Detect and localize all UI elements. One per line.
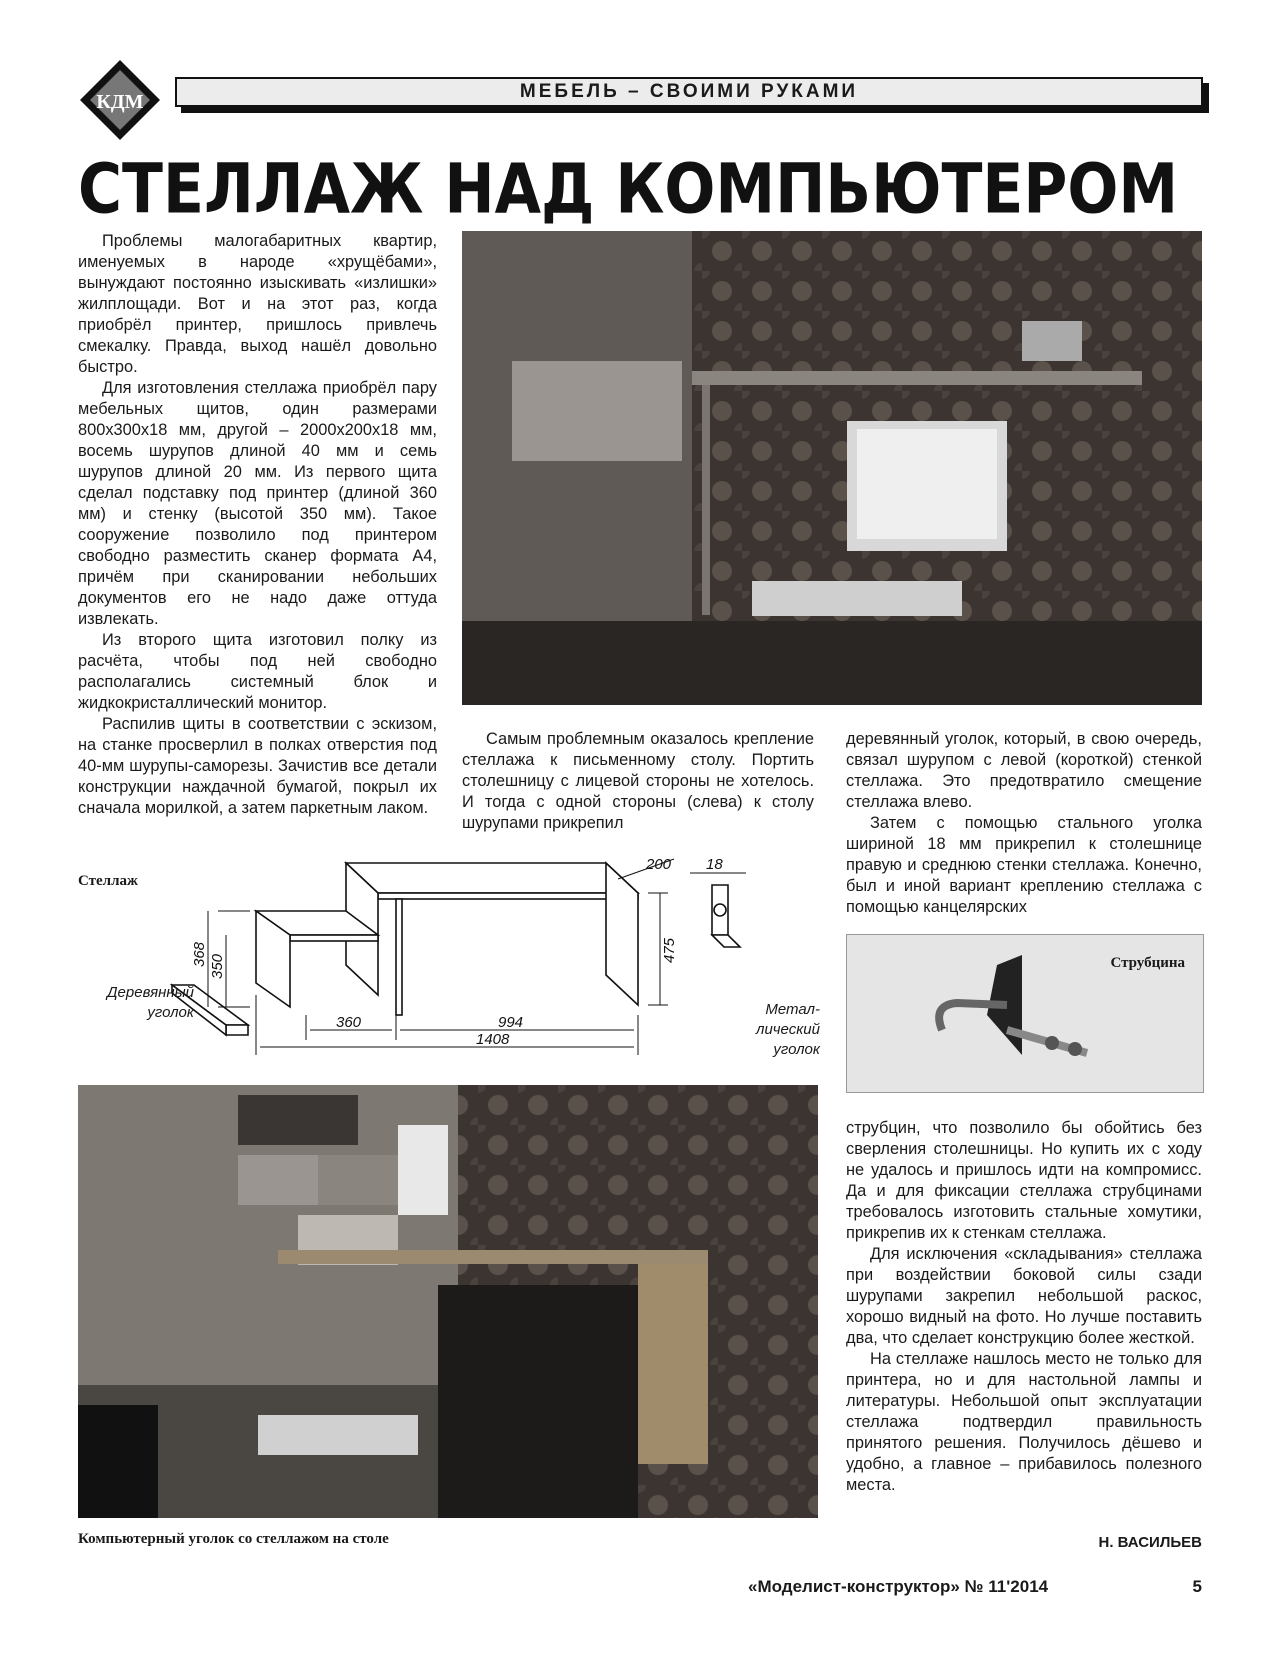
clamp-label: Струбцина bbox=[1110, 955, 1185, 971]
photo-shelf-top bbox=[462, 231, 1202, 705]
label-wooden-corner: Деревянный уголок bbox=[107, 984, 194, 1021]
paragraph: Затем с помощью стального уголка шириной 18 мм прикрепил к столешнице правую и среднюю стенки стеллажа. Конечно, был и иной вариант креплению стеллажа с помощью канцелярских bbox=[846, 814, 1202, 916]
dim-360: 360 bbox=[336, 1014, 362, 1031]
logo-text: КДМ bbox=[96, 91, 144, 113]
drawing-caption: Стеллаж bbox=[78, 873, 138, 889]
dim-475: 475 bbox=[661, 937, 678, 963]
paragraph: Самым проблемным оказалось крепление стеллажа к письменному столу. Портить столешницу с лицевой стороны не хотелось. И тогда с одной стороны (слева) к столу шурупами прикрепил bbox=[462, 730, 814, 832]
paragraph: На стеллаже нашлось место не только для принтера, но и для настольной лампы и литературы. Небольшой опыт эксплуатации стеллажа подтвердил правильность принятого решения. Получилось дёшево и удобно, а главное – прибавилось полезного места. bbox=[846, 1350, 1202, 1494]
label-metal-corner: Метал- лический уголок bbox=[755, 1001, 820, 1058]
shelf-drawing bbox=[78, 855, 838, 1075]
dim-350: 350 bbox=[209, 953, 226, 979]
rubric-bar bbox=[175, 77, 1203, 107]
photo-caption: Компьютерный уголок со стеллажом на столе bbox=[78, 1531, 389, 1547]
dim-200: 200 bbox=[646, 856, 672, 873]
photo-computer-corner bbox=[78, 1085, 818, 1518]
text-column-3b bbox=[846, 1118, 1202, 1496]
dim-1408: 1408 bbox=[476, 1031, 510, 1048]
footer-magazine: «Моделист-конструктор» № 11'2014 bbox=[748, 1577, 1049, 1596]
author: Н. ВАСИЛЬЕВ bbox=[1098, 1534, 1202, 1551]
paragraph: Для изготовления стеллажа приобрёл пару мебельных щитов, один размерами 800х300х18 мм, другой – 2000х200х18 мм, восемь шурупов длиной 40 мм и семь шурупов длиной 20 мм. Из первого щита сделал подставку под принтер (длиной 360 мм) и стенку (высотой 350 мм). Такое сооружение позволило под принтером свободно разместить сканер формата А4, причём при сканировании небольших документов его не надо даже оттуда извлекать. bbox=[78, 379, 437, 628]
paragraph: Из второго щита изготовил полку из расчёта, чтобы под ней свободно располагались системный блок и жидкокристаллический монитор. bbox=[78, 631, 437, 712]
rubric-title: МЕБЕЛЬ – СВОИМИ РУКАМИ bbox=[519, 81, 859, 102]
dim-368: 368 bbox=[191, 941, 208, 967]
text-column-2 bbox=[462, 729, 814, 834]
paragraph: Распилив щиты в соответствии с эскизом, на станке просверлил в полках отверстия под 40-мм шурупы-саморезы. Зачистив все детали конструкции наждачной бумагой, покрыл их сначала морилкой, а затем паркетным лаком. bbox=[78, 715, 437, 817]
photo-clamp bbox=[846, 934, 1204, 1093]
text-column-3a bbox=[846, 729, 1202, 918]
page-number: 5 bbox=[1192, 1577, 1202, 1596]
article-title: СТЕЛЛАЖ НАД КОМПЬЮТЕРОМ bbox=[78, 149, 1179, 230]
text-column-1 bbox=[78, 231, 437, 819]
paragraph: Для исключения «складывания» стеллажа при воздействии боковой силы сзади шурупами закрепил небольшой раскос, хорошо видный на фото. Но лучше поставить два, что сделает конструкцию более жесткой. bbox=[846, 1245, 1202, 1347]
paragraph: струбцин, что позволило бы обойтись без сверления столешницы. Но купить их с ходу не удалось и пришлось идти на компромисс. Да и для фиксации стеллажа струбцинами требовалось изготовить стальные хомутики, прикрепив их к стенкам стеллажа. bbox=[846, 1119, 1202, 1242]
paragraph: Проблемы малогабаритных квартир, именуемых в народе «хрущёбами», вынуждают постоянно изыскивать «излишки» жилплощади. Вот и на этот раз, когда приобрёл принтер, пришлось привлечь смекалку. Правда, выход нашёл довольно быстро. bbox=[78, 232, 437, 376]
dim-994: 994 bbox=[498, 1014, 524, 1031]
paragraph: деревянный уголок, который, в свою очередь, связал шурупом с левой (короткой) стенкой стеллажа. Это предотвратило смещение стеллажа влево. bbox=[846, 730, 1202, 811]
dim-18: 18 bbox=[706, 856, 723, 873]
magazine-logo bbox=[78, 58, 162, 142]
